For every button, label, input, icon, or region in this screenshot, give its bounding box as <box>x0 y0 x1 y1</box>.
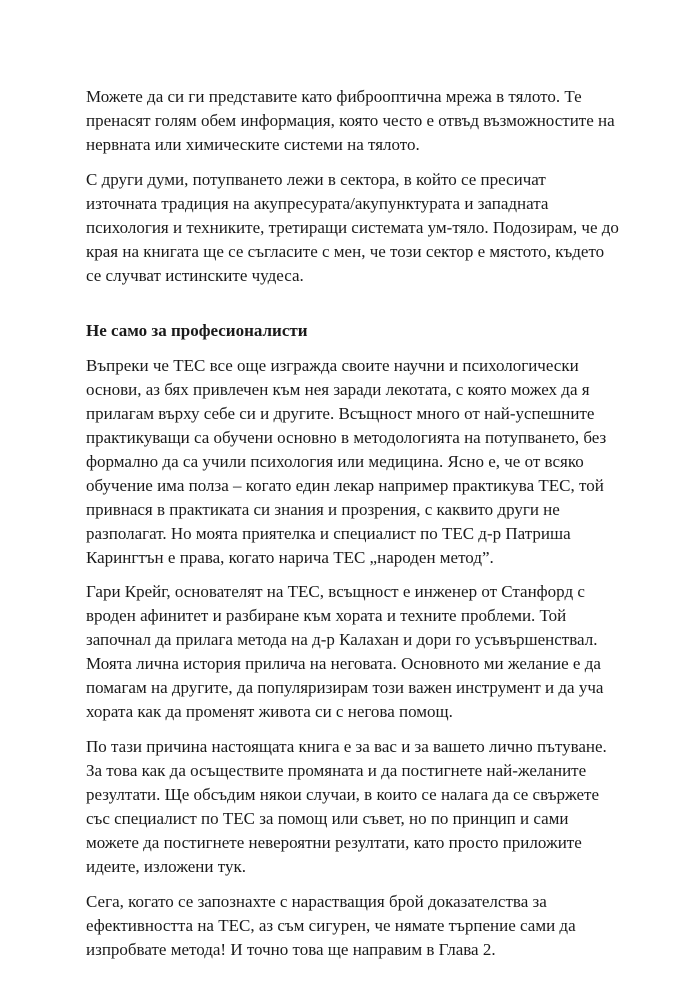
text-line: можете да постигнете невероятни резултати, като просто приложите <box>86 833 582 852</box>
text-line: За това как да осъществите промяната и да постигнете най-желаните <box>86 761 587 780</box>
text-line: психология и техниките, третиращи системата ум-тяло. Подозирам, че до <box>86 218 619 237</box>
text-line: Въпреки че ТЕС все още изгражда своите научни и психологически <box>86 356 579 375</box>
section-heading: Не само за професионалисти <box>86 321 308 340</box>
text-line: Карингтън е права, когато нарича ТЕС „народен метод”. <box>86 548 494 567</box>
text-line: източната традиция на акупресурата/акупунктурата и западната <box>86 194 549 213</box>
text-line: прилагам върху себе си и другите. Всъщност много от най-успешните <box>86 404 595 423</box>
text-line: разполагат. Но моята приятелка и специалист по ТЕС д-р Патриша <box>86 524 571 543</box>
text-line: формално да са учили психология или медицина. Ясно е, че от всяко <box>86 452 584 471</box>
text-line: идеите, изложени тук. <box>86 857 246 876</box>
text-line: хората как да променят живота си с негова помощ. <box>86 702 453 721</box>
text-line: края на книгата ще се съгласите с мен, че този сектор е мястото, където <box>86 242 605 261</box>
text-line: основи, аз бях привлечен към нея заради лекотата, с която можех да я <box>86 380 590 399</box>
text-line: практикуващи са обучени основно в методологията на потупването, без <box>86 428 607 447</box>
text-line: Можете да си ги представите като фиброоптична мрежа в тялото. Те <box>86 87 582 106</box>
text-line: ефективността на ТЕС, аз съм сигурен, че нямате търпение сами да <box>86 916 576 935</box>
text-line: пренасят голям обем информация, която често е отвъд възможностите на <box>86 111 615 130</box>
text-line: По тази причина настоящата книга е за вас и за вашето лично пътуване. <box>86 737 607 756</box>
text-line: привнася в практиката си знания и прозрения, с каквито други не <box>86 500 560 519</box>
text-line: Сега, когато се запознахте с нарастващия брой доказателства за <box>86 892 547 911</box>
text-line: изпробвате метода! И точно това ще направим в Глава 2. <box>86 940 496 959</box>
text-line: започнал да прилага метода на д-р Калахан и дори го усъвършенствал. <box>86 630 598 649</box>
text-line: резултати. Ще обсъдим някои случаи, в които се налага да се свържете <box>86 785 600 804</box>
text-line: вроден афинитет и разбиране към хората и техните проблеми. Той <box>86 606 567 625</box>
text-line: С други думи, потупването лежи в сектора, в който се пресичат <box>86 170 546 189</box>
text-line: Гари Крейг, основателят на ТЕС, всъщност е инженер от Станфорд с <box>86 582 585 601</box>
text-line: със специалист по ТЕС за помощ или съвет, но по принцип и сами <box>86 809 569 828</box>
text-line: Моята лична история прилича на неговата. Основното ми желание е да <box>86 654 601 673</box>
text-line: се случват истинските чудеса. <box>86 266 304 285</box>
text-line: нервната или химическите системи на тялото. <box>86 135 420 154</box>
text-line: помагам на другите, да популяризирам този важен инструмент и да уча <box>86 678 604 697</box>
text-line: обучение има полза – когато един лекар например практикува ТЕС, той <box>86 476 604 495</box>
